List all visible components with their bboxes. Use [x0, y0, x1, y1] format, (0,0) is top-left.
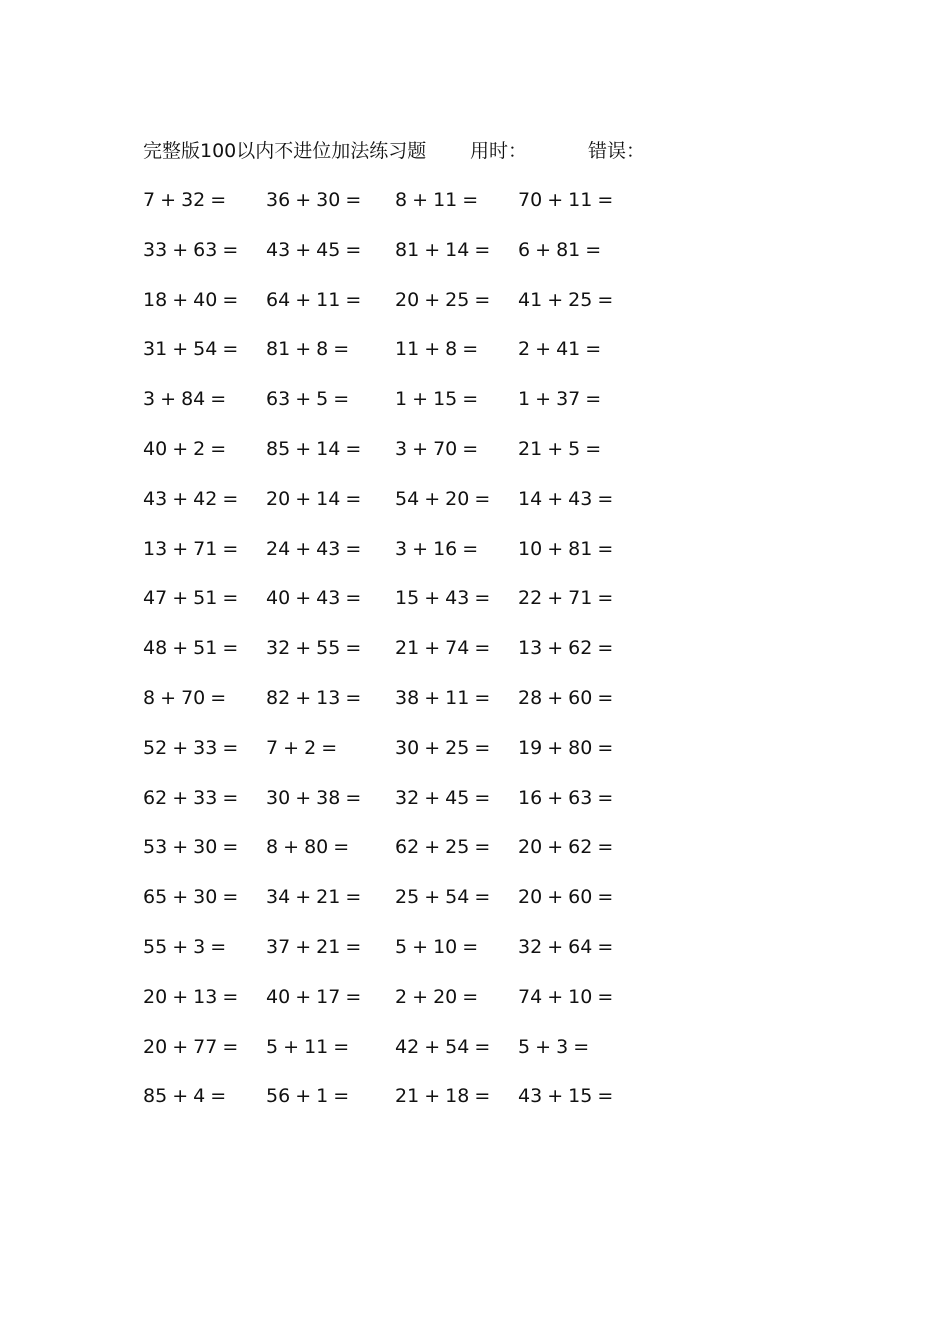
problem-item: 47 + 51 =: [143, 587, 239, 610]
problem-item: 21 + 5 =: [518, 437, 602, 460]
problem-item: 7 + 2 =: [266, 736, 338, 759]
problem-item: 13 + 71 =: [143, 537, 239, 560]
problem-item: 8 + 80 =: [266, 836, 350, 859]
problem-item: 22 + 71 =: [518, 587, 614, 610]
worksheet-title: 完整版100以内不进位加法练习题: [143, 140, 427, 162]
problem-item: 31 + 54 =: [143, 338, 239, 361]
problem-item: 32 + 55 =: [266, 637, 362, 660]
problem-item: 5 + 10 =: [395, 935, 479, 958]
problem-item: 20 + 14 =: [266, 487, 362, 510]
problem-item: 81 + 8 =: [266, 338, 350, 361]
problem-item: 3 + 70 =: [395, 437, 479, 460]
problem-item: 10 + 81 =: [518, 537, 614, 560]
problem-item: 20 + 60 =: [518, 886, 614, 909]
problem-item: 32 + 64 =: [518, 935, 614, 958]
problem-item: 15 + 43 =: [395, 587, 491, 610]
problem-item: 82 + 13 =: [266, 686, 362, 709]
problem-item: 21 + 18 =: [395, 1085, 491, 1108]
problem-row: [0, 982, 950, 1032]
problem-item: 38 + 11 =: [395, 686, 491, 709]
problem-row: [0, 683, 950, 733]
time-label: 用时：: [470, 140, 528, 162]
problem-row: [0, 583, 950, 633]
problem-item: 7 + 32 =: [143, 189, 227, 211]
problem-item: 1 + 15 =: [395, 388, 479, 411]
problem-item: 70 + 11 =: [518, 189, 614, 211]
problem-item: 5 + 3 =: [518, 1035, 590, 1058]
problem-row: [0, 185, 950, 235]
problem-item: 42 + 54 =: [395, 1035, 491, 1058]
problem-row: [0, 334, 950, 384]
problem-row: [0, 384, 950, 434]
problem-item: 85 + 14 =: [266, 437, 362, 460]
problem-item: 2 + 20 =: [395, 985, 479, 1008]
problem-item: 1 + 37 =: [518, 388, 602, 411]
problem-item: 40 + 2 =: [143, 437, 227, 460]
problem-row: [0, 285, 950, 335]
problem-item: 30 + 38 =: [266, 786, 362, 809]
problem-item: 18 + 40 =: [143, 288, 239, 311]
problem-row: [0, 932, 950, 982]
error-label: 错误：: [588, 140, 646, 162]
problem-row: [0, 484, 950, 534]
problem-row: [0, 882, 950, 932]
problem-item: 43 + 45 =: [266, 238, 362, 261]
problem-item: 14 + 43 =: [518, 487, 614, 510]
problem-item: 40 + 17 =: [266, 985, 362, 1008]
problem-item: 65 + 30 =: [143, 886, 239, 909]
problem-item: 56 + 1 =: [266, 1085, 350, 1108]
problem-item: 3 + 16 =: [395, 537, 479, 560]
problem-item: 37 + 21 =: [266, 935, 362, 958]
problem-item: 43 + 15 =: [518, 1085, 614, 1108]
problem-item: 28 + 60 =: [518, 686, 614, 709]
problem-item: 24 + 43 =: [266, 537, 362, 560]
problem-item: 52 + 33 =: [143, 736, 239, 759]
problem-row: [0, 235, 950, 285]
problem-item: 54 + 20 =: [395, 487, 491, 510]
problem-item: 20 + 25 =: [395, 288, 491, 311]
problem-item: 36 + 30 =: [266, 189, 362, 211]
problem-item: 8 + 11 =: [395, 189, 479, 211]
problem-item: 20 + 77 =: [143, 1035, 239, 1058]
problem-row: [0, 832, 950, 882]
problem-item: 8 + 70 =: [143, 686, 227, 709]
problem-item: 19 + 80 =: [518, 736, 614, 759]
problem-item: 5 + 11 =: [266, 1035, 350, 1058]
worksheet-header: [143, 136, 703, 166]
problem-item: 21 + 74 =: [395, 637, 491, 660]
problem-row: [0, 1032, 950, 1082]
problem-row: [0, 534, 950, 584]
problem-item: 40 + 43 =: [266, 587, 362, 610]
problem-item: 85 + 4 =: [143, 1085, 227, 1108]
problem-item: 6 + 81 =: [518, 238, 602, 261]
problem-row: [0, 434, 950, 484]
problem-item: 62 + 25 =: [395, 836, 491, 859]
problem-row: [0, 1081, 950, 1131]
problem-item: 41 + 25 =: [518, 288, 614, 311]
problem-item: 20 + 62 =: [518, 836, 614, 859]
problem-item: 81 + 14 =: [395, 238, 491, 261]
problem-item: 43 + 42 =: [143, 487, 239, 510]
problem-item: 2 + 41 =: [518, 338, 602, 361]
problem-item: 62 + 33 =: [143, 786, 239, 809]
problem-item: 34 + 21 =: [266, 886, 362, 909]
problem-row: [0, 733, 950, 783]
problem-item: 64 + 11 =: [266, 288, 362, 311]
problem-item: 30 + 25 =: [395, 736, 491, 759]
problem-item: 13 + 62 =: [518, 637, 614, 660]
problem-row: [0, 633, 950, 683]
problem-item: 55 + 3 =: [143, 935, 227, 958]
problem-item: 11 + 8 =: [395, 338, 479, 361]
problem-item: 63 + 5 =: [266, 388, 350, 411]
problem-item: 3 + 84 =: [143, 388, 227, 411]
problem-item: 33 + 63 =: [143, 238, 239, 261]
problem-grid: [0, 185, 950, 1131]
problem-item: 32 + 45 =: [395, 786, 491, 809]
problem-item: 25 + 54 =: [395, 886, 491, 909]
problem-item: 74 + 10 =: [518, 985, 614, 1008]
problem-item: 20 + 13 =: [143, 985, 239, 1008]
problem-item: 48 + 51 =: [143, 637, 239, 660]
problem-item: 16 + 63 =: [518, 786, 614, 809]
problem-item: 53 + 30 =: [143, 836, 239, 859]
problem-row: [0, 783, 950, 833]
